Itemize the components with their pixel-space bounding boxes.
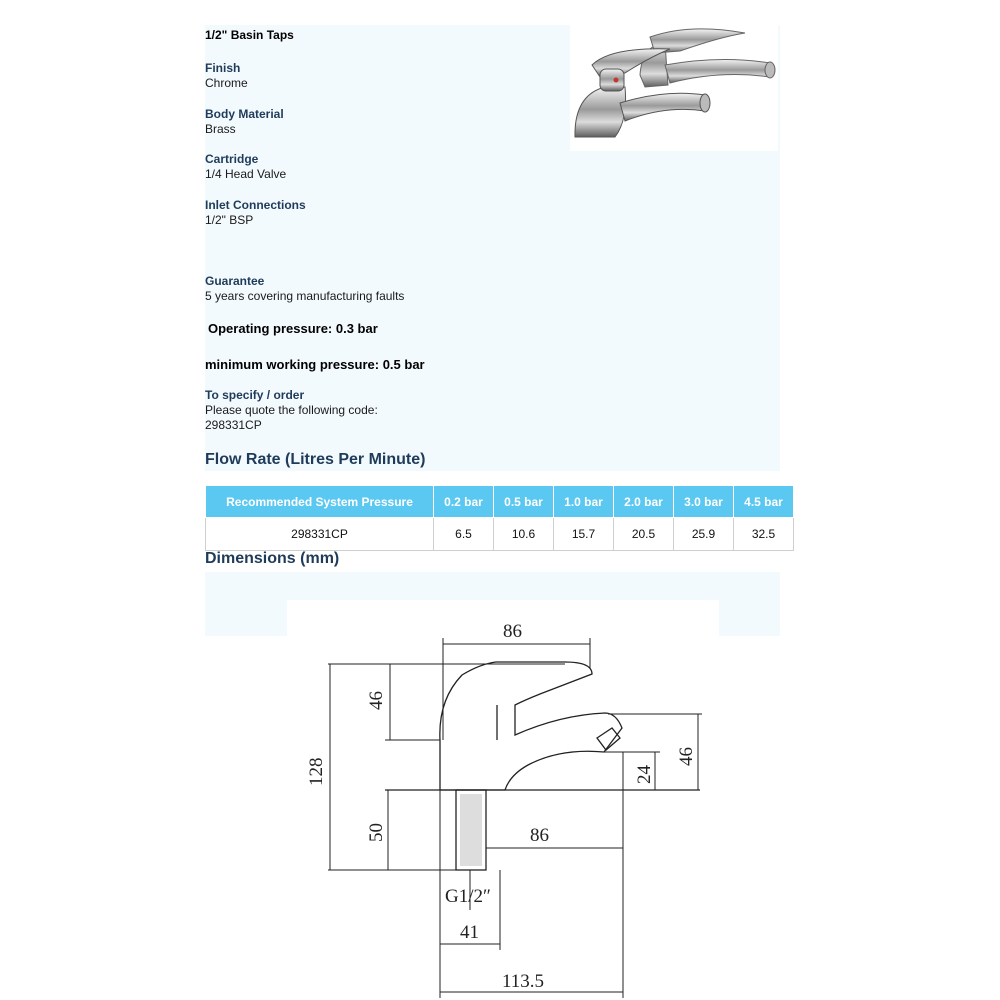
minimum-pressure: minimum working pressure: 0.5 bar (205, 357, 425, 372)
order-line: Please quote the following code: (205, 403, 378, 417)
spec-label: Body Material (205, 107, 284, 121)
shank-hatch (460, 794, 482, 866)
spec-value: 1/2" BSP (205, 213, 254, 227)
dim-base-height: 50 (366, 823, 387, 842)
table-cell: 298331CP (206, 518, 434, 551)
flow-rate-heading: Flow Rate (Litres Per Minute) (205, 451, 426, 468)
table-cell: 20.5 (614, 518, 674, 551)
dim-spout-height: 46 (676, 747, 697, 766)
spec-label: Inlet Connections (205, 198, 306, 212)
spec-value: Chrome (205, 76, 248, 90)
tap-body-outline (440, 662, 622, 790)
dim-top-width: 86 (503, 621, 522, 642)
dimensions-heading: Dimensions (mm) (205, 550, 340, 567)
spec-label: Cartridge (205, 152, 259, 166)
dim-thread: G1/2″ (445, 886, 491, 907)
product-title: 1/2" Basin Taps (205, 28, 294, 42)
dim-total-height: 128 (306, 757, 327, 786)
column-header: 1.0 bar (554, 486, 614, 518)
spec-value: 1/4 Head Valve (205, 167, 287, 181)
column-header: 4.5 bar (734, 486, 794, 518)
dim-spout-gap: 24 (634, 765, 655, 784)
column-header: 0.5 bar (494, 486, 554, 518)
column-header: 2.0 bar (614, 486, 674, 518)
table-cell: 15.7 (554, 518, 614, 551)
operating-pressure: Operating pressure: 0.3 bar (208, 321, 378, 336)
column-header: 0.2 bar (434, 486, 494, 518)
dim-base-width: 41 (460, 922, 479, 943)
spec-value: Brass (205, 122, 236, 136)
table-cell: 25.9 (674, 518, 734, 551)
column-header: Recommended System Pressure (206, 486, 434, 518)
dim-total-depth: 113.5 (502, 971, 545, 992)
table-cell: 6.5 (434, 518, 494, 551)
column-header: 3.0 bar (674, 486, 734, 518)
table-cell: 32.5 (734, 518, 794, 551)
order-label: To specify / order (205, 388, 305, 402)
spec-value: 5 years covering manufacturing faults (205, 289, 405, 303)
spec-label: Finish (205, 61, 241, 75)
dim-spout-reach: 86 (530, 825, 549, 846)
dim-handle-height: 46 (366, 691, 387, 710)
table-cell: 10.6 (494, 518, 554, 551)
spec-label: Guarantee (205, 274, 265, 288)
order-code: 298331CP (205, 418, 262, 432)
